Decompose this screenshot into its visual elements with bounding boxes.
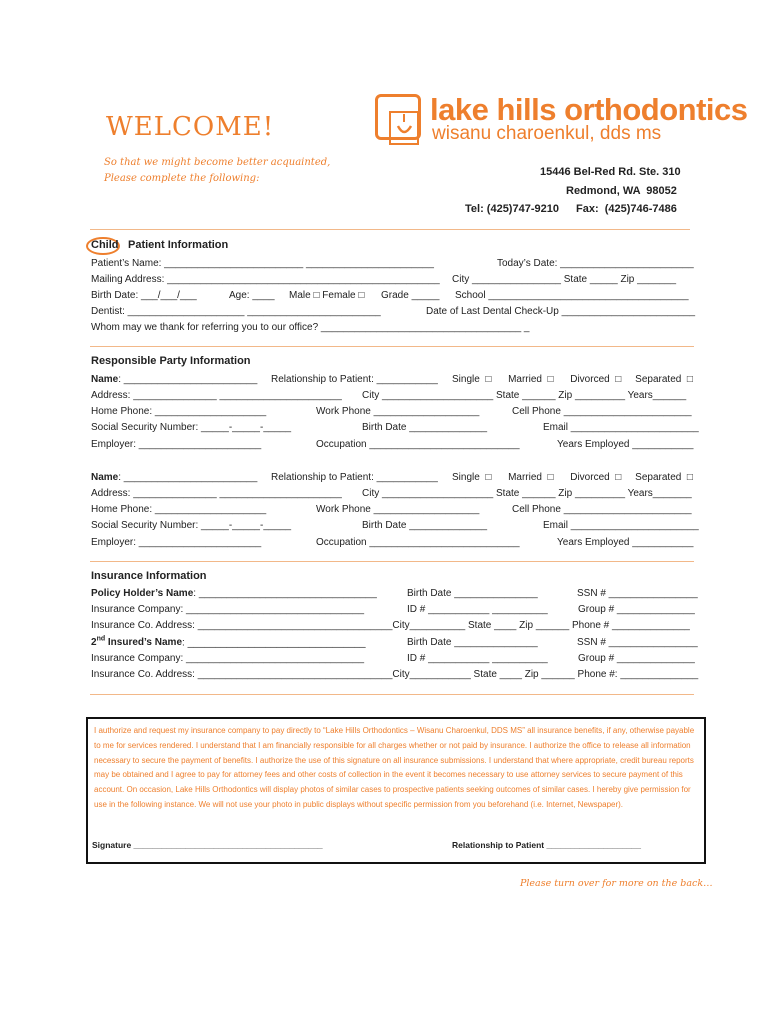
insurance-company-field-2[interactable]: Insurance Company: ________________________________ [91,653,365,664]
address-line-2: Redmond, WA 98052 [566,185,677,197]
second-ssn-field[interactable]: SSN # ________________ [577,637,698,648]
party1-marital-checkboxes[interactable]: Single □ Married □ Divorced □ Separated □ [452,374,693,385]
party2-birth-date-field[interactable]: Birth Date ______________ [362,520,488,531]
intro-line-1: So that we might become better acquainted, [104,157,331,168]
party2-relationship-field[interactable]: Relationship to Patient: ___________ [271,472,438,483]
insurance-id-field-2[interactable]: ID # ___________ __________ [407,653,548,664]
gender-checkboxes[interactable]: Male □ Female □ [289,290,365,301]
fax-number: Fax: (425)746-7486 [576,203,677,215]
todays-date-field[interactable]: Today’s Date: ________________________ [497,258,694,269]
signature-relationship-field[interactable]: Relationship to Patient ____________________ [452,840,641,850]
party1-work-phone-field[interactable]: Work Phone ___________________ [316,406,480,417]
party1-relationship-field[interactable]: Relationship to Patient: ___________ [271,374,438,385]
party2-address-field[interactable]: Address: _______________ ______________________ [91,488,342,499]
party2-cell-phone-field[interactable]: Cell Phone _______________________ [512,504,692,515]
mailing-address-field[interactable]: Mailing Address: _________________________________________________ [91,274,440,285]
second-birth-date-field[interactable]: Birth Date _______________ [407,637,538,648]
party1-occupation-field[interactable]: Occupation ___________________________ [316,439,520,450]
school-field[interactable]: School ____________________________________ [455,290,689,301]
turn-over-note: Please turn over for more on the back… [520,878,713,889]
logo-mark [375,94,421,140]
address-line-1: 15446 Bel-Red Rd. Ste. 310 [540,166,681,178]
smile-icon [384,108,424,148]
holder-ssn-field[interactable]: SSN # ________________ [577,588,698,599]
party2-email-field[interactable]: Email _______________________ [543,520,699,531]
patient-name-field[interactable]: Patient’s Name: _________________________ _______________________ [91,258,434,269]
policy-holder-name-field[interactable]: Policy Holder’s Name: ________________________________ [91,588,377,599]
party2-occupation-field[interactable]: Occupation ___________________________ [316,537,520,548]
insurance-group-field-2[interactable]: Group # ______________ [578,653,695,664]
dentist-field[interactable]: Dentist: _____________________ ________________________ [91,306,381,317]
party2-ssn-field[interactable]: Social Security Number: _____-_____-_____ [91,520,292,531]
last-checkup-field[interactable]: Date of Last Dental Check-Up ________________________ [426,306,696,317]
insurance-group-field-1[interactable]: Group # ______________ [578,604,695,615]
party1-employer-field[interactable]: Employer: ______________________ [91,439,262,450]
phone-number: Tel: (425)747-9210 [465,203,559,215]
age-field[interactable]: Age: ____ [229,290,275,301]
party2-home-phone-field[interactable]: Home Phone: ____________________ [91,504,267,515]
party1-email-field[interactable]: Email _______________________ [543,422,699,433]
insurance-company-field-1[interactable]: Insurance Company: ________________________________ [91,604,365,615]
divider [90,694,694,695]
party2-name-field[interactable]: Name: ________________________ [91,472,258,483]
divider [90,561,694,562]
child-label: Child [91,239,119,251]
party2-city-field[interactable]: City ____________________ State ______ Zip _________ Years_______ [362,488,692,499]
insurance-section-title: Insurance Information [91,570,207,582]
party1-ssn-field[interactable]: Social Security Number: _____-_____-_____ [91,422,292,433]
party1-name-field[interactable]: Name: ________________________ [91,374,258,385]
signature-field[interactable]: Signature ________________________________________ [92,840,323,850]
intro-line-2: Please complete the following: [104,173,260,184]
party1-address-field[interactable]: Address: _______________ ______________________ [91,390,342,401]
party2-years-employed-field[interactable]: Years Employed ___________ [557,537,694,548]
welcome-heading: WELCOME! [106,112,275,142]
patient-city-field[interactable]: City ________________ State _____ Zip _______ [452,274,677,285]
divider [90,346,694,347]
referral-field[interactable]: Whom may we thank for referring you to our office? ____________________________________ _ [91,322,530,333]
responsible-section-title: Responsible Party Information [91,355,251,367]
insurance-address-field-1[interactable]: Insurance Co. Address: ___________________________________City__________ State ____ Zip ______ Phone # ______________ [91,620,690,631]
party2-work-phone-field[interactable]: Work Phone ___________________ [316,504,480,515]
logo-subtitle: wisanu charoenkul, dds ms [432,123,662,144]
party1-home-phone-field[interactable]: Home Phone: ____________________ [91,406,267,417]
party1-city-field[interactable]: City ____________________ State ______ Zip _________ Years______ [362,390,687,401]
insurance-address-field-2[interactable]: Insurance Co. Address: ___________________________________City___________ State ____ Zip ______ Phone #: ______________ [91,669,699,680]
divider [90,229,690,230]
holder-birth-date-field[interactable]: Birth Date _______________ [407,588,538,599]
insurance-id-field-1[interactable]: ID # ___________ __________ [407,604,548,615]
party1-birth-date-field[interactable]: Birth Date ______________ [362,422,488,433]
birth-date-field[interactable]: Birth Date: ___/___/___ [91,290,197,301]
patient-section-title: Patient Information [128,239,229,251]
grade-field[interactable]: Grade _____ [381,290,440,301]
party2-marital-checkboxes[interactable]: Single □ Married □ Divorced □ Separated □ [452,472,693,483]
authorization-text: I authorize and request my insurance company to pay directly to “Lake Hills Orthodontics – Wisanu Charoenkul, DDS MS” all insurance benefits, if any, otherwise payable to me for services rendered. I understand that I am financially responsible for all charges whether or not paid by insurance. I authorize the office to release all information necessary to secure the payment of benefits. I authorize the use of this signature on all insurance submissions. I understand that where appropriate, credit bureau reports may be obtained and I agree to pay for attorney fees and other costs of collection in the event it becomes necessary to use attorney services to secure payment of this account. On occasion, Lake Hills Orthodontics will display photos of similar cases to prospective patients seeking outcomes of similar cases. I hereby give permission for use in the following instance. We will not use your photo in public displays without specific permission from you beforehand (i.e. Internet, Newspaper). [94,726,695,809]
party1-years-employed-field[interactable]: Years Employed ___________ [557,439,694,450]
logo-name: lake hills orthodontics [430,92,748,127]
second-insured-name-field[interactable]: 2nd Insured’s Name: ________________________________ [91,636,366,649]
party2-employer-field[interactable]: Employer: ______________________ [91,537,262,548]
party1-cell-phone-field[interactable]: Cell Phone _______________________ [512,406,692,417]
